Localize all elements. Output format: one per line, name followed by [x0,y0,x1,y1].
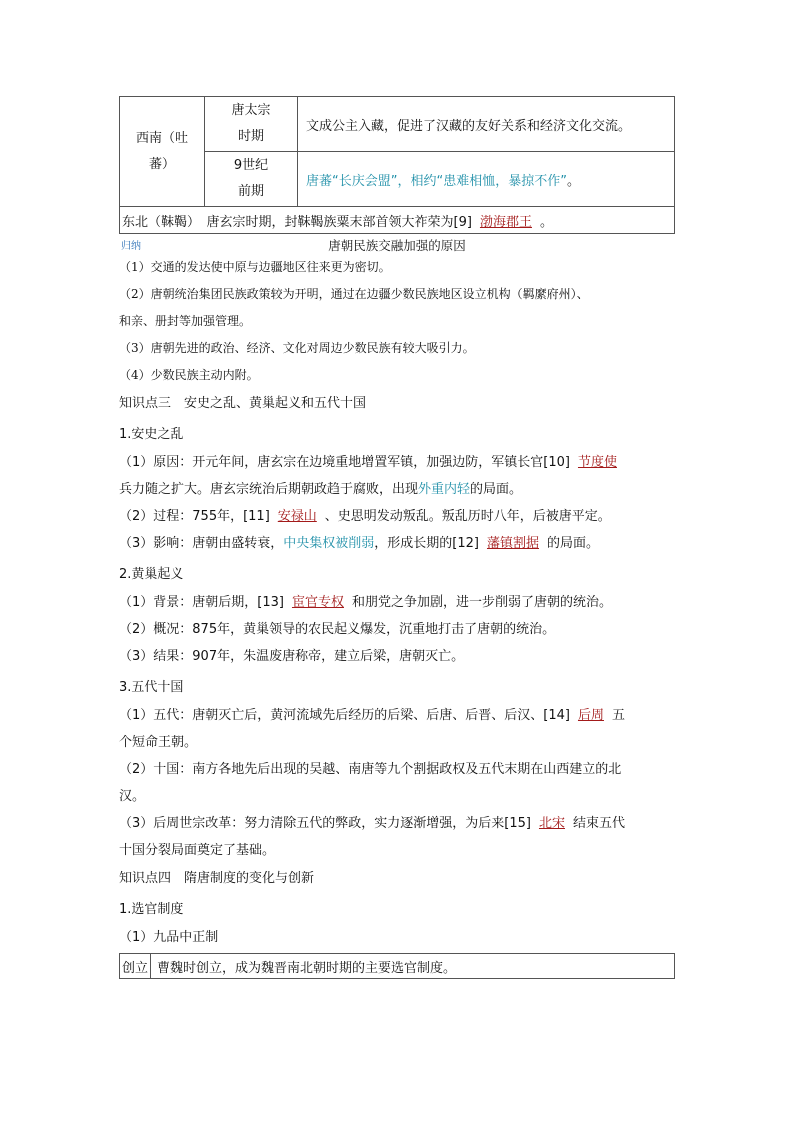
table-row [120,954,675,979]
subheading-jiupin: （1）九品中正制 [119,930,219,945]
blank-11: 安禄山 [277,509,317,524]
section-title-kp4: 知识点四 隋唐制度的变化与创新 [119,871,315,886]
document-page [119,96,675,979]
paragraph-ten-kingdoms: （2）十国：南方各地先后出现的吴越、南唐等九个割据政权及五代末期在山西建立的北 [119,762,622,777]
heading-xuanguan: 1.选官制度 [119,902,184,917]
section-title-kp3: 知识点三 安史之乱、黄巢起义和五代十国 [119,396,367,411]
background-text-2: 和朋党之争加剧，进一步削弱了唐朝的统治。 [351,595,612,610]
paragraph-overview: （2）概况：875年，黄巢领导的农民起义爆发，沉重地打击了唐朝的统治。 [119,622,556,637]
paragraph-process [119,503,675,530]
highlight-waizhong: 外重内轻 [418,482,471,497]
region-cell-southwest: 西南（吐 蕃） [120,97,205,207]
northeast-text: 唐玄宗时期，封靺鞨族粟末部首领大祚荣为[9] [206,214,472,230]
cause-text: （1）原因：开元年间，唐玄宗在边境重地增置军镇，加强边防，军镇长官[10] [119,455,570,470]
blank-14: 后周 [577,708,604,723]
blank-15: 北宋 [538,816,565,831]
blank-13: 宦官专权 [291,595,344,610]
northeast-row [120,207,675,234]
paragraph-reform [119,810,675,837]
process-text: （2）过程：755年，[11] [119,509,270,524]
period-mark: 。 [566,173,580,189]
highlight-central: 中央集权被削弱 [283,536,375,551]
list-item: （3）唐朝先进的政治、经济、文化对周边少数民族有较大吸引力。 [119,341,475,355]
cell-label: 创立 [120,954,151,979]
blank-12: 藩镇割据 [486,536,539,551]
desc-cell-changqing [298,152,675,207]
paragraph-ten-cont: 汉。 [119,789,146,804]
paragraph-background [119,589,675,616]
paragraph-impact [119,530,675,557]
region-northeast: 东北（靺鞨） [122,214,194,230]
list-item: （1）交通的发达使中原与边疆地区往来更为密切。 [119,260,391,274]
jiupin-table [119,953,675,979]
cause-text-2: 兵力随之扩大。唐玄宗统治后期朝政趋于腐败，出现 [119,482,419,497]
heading-anshi: 1.安史之乱 [119,427,184,442]
five-text-2: 五 [611,708,625,723]
summary-header [119,236,675,254]
blank-10: 节度使 [577,455,617,470]
desc-cell-wencheng: 文成公主入藏，促进了汉藏的友好关系和经济文化交流。 [298,97,675,152]
table-row [120,207,675,234]
paragraph-result: （3）结果：907年，朱温废唐称帝，建立后梁，唐朝灭亡。 [119,649,465,664]
reasons-list [119,254,675,389]
paragraph-reform-cont: 十国分裂局面奠定了基础。 [119,843,276,858]
period-cell-taizong: 唐太宗 时期 [205,97,298,152]
paragraph-five-cont: 个短命王朝。 [119,735,198,750]
impact-text-2: ，形成长期的[12] [374,536,479,551]
impact-text: （3）影响：唐朝由盛转衰， [119,536,284,551]
paragraph-five-dynasties [119,702,675,729]
heading-huangchao: 2.黄巢起义 [119,567,184,582]
summary-tag: 归纳 [121,241,141,252]
ethnic-relations-table [119,96,675,234]
list-item: （4）少数民族主动内附。 [119,368,259,382]
blank-9: 渤海郡王 [479,214,532,230]
list-item: 和亲、册封等加强管理。 [119,314,252,328]
reform-text: （3）后周世宗改革：努力清除五代的弊政，实力逐渐增强，为后来[15] [119,816,531,831]
impact-text-3: 的局面。 [547,536,600,551]
cell-text: 曹魏时创立，成为魏晋南北朝时期的主要选官制度。 [151,954,675,979]
changqing-alliance-text: 唐蕃“长庆会盟”，相约“患难相恤，暴掠不作” [306,173,567,189]
reform-text-2: 结束五代 [572,816,625,831]
cause-text-3: 的局面。 [470,482,523,497]
process-text-2: 、史思明发动叛乱。叛乱历时八年，后被唐平定。 [324,509,611,524]
summary-title: 唐朝民族交融加强的原因 [328,238,466,253]
period-cell-9th-century: 9世纪 前期 [205,152,298,207]
list-item: （2）唐朝统治集团民族政策较为开明，通过在边疆少数民族地区设立机构（羁縻府州）、 [119,287,589,301]
heading-wudai: 3.五代十国 [119,680,184,695]
paragraph-cause-cont [119,476,675,503]
background-text: （1）背景：唐朝后期，[13] [119,595,284,610]
paragraph-cause [119,449,675,476]
five-text: （1）五代：唐朝灭亡后，黄河流域先后经历的后梁、后唐、后晋、后汉、[14] [119,708,570,723]
northeast-text-end: 。 [539,214,553,230]
table-row [120,97,675,152]
